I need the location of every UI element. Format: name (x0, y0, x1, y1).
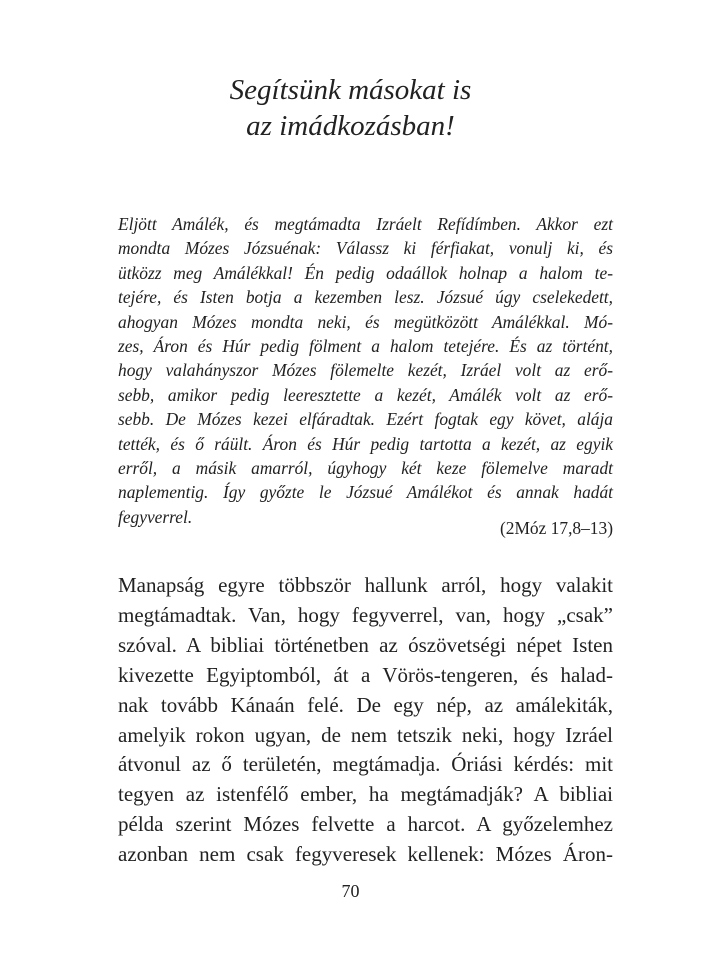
body-line: Manapság egyre többször hallunk arról, hogy valakit (118, 573, 613, 597)
quote-line: zes, Áron és Húr pedig fölment a halom tetejére. És az történt, (118, 336, 613, 357)
body-line: kivezette Egyiptomból, át a Vörös-tengeren, és halad- (118, 662, 613, 687)
quote-line: tették, és ő ráült. Áron és Húr pedig tartotta a kezét, az egyik (118, 433, 613, 454)
quote-line: erről, a másik amarról, úgyhogy két keze fölemelve maradt (118, 458, 613, 479)
quote-line: ahogyan Mózes mondta neki, és megütközött Amálékkal. Mó- (118, 311, 613, 332)
body-line: amelyik rokon ugyan, de nem tetszik neki, hogy Izráel (118, 722, 613, 747)
quote-line: Eljött Amálék, és megtámadta Izráelt Refídímben. Akkor ezt (118, 214, 613, 234)
body-line: azonban nem csak fegyveresek kellenek: Mózes Áron- (118, 842, 613, 867)
chapter-title-line: az imádkozásban! (246, 110, 455, 142)
quote-line: sebb, amikor pedig leeresztette a kezét, Amálék volt az erő- (118, 384, 613, 405)
chapter-title-line: Segítsünk másokat is (229, 74, 472, 106)
body-paragraph (118, 571, 613, 870)
page-number: 70 (341, 881, 360, 901)
body-line: megtámadtak. Van, hogy fegyverrel, van, hogy „csak” (118, 602, 613, 627)
chapter-title (0, 72, 701, 144)
body-line: szóval. A bibliai történetben az ószövetségi népet Isten (118, 632, 613, 657)
quote-line: sebb. De Mózes kezei elfáradtak. Ezért fogtak egy követ, alája (118, 409, 613, 430)
quote-line: ütközz meg Amálékkal! Én pedig odaállok holnap a halom te- (118, 262, 613, 283)
quote-line: hogy valahányszor Mózes fölemelte kezét, Izráel volt az erő- (118, 360, 613, 381)
quote-line: tejére, és Isten botja a kezemben lesz. Józsué úgy cselekedett, (118, 287, 613, 308)
body-line: átvonul az ő területén, megtámadja. Óriási kérdés: mit (118, 752, 613, 777)
body-line: nak tovább Kánaán felé. De egy nép, az amálekiták, (118, 692, 613, 717)
scripture-citation: (2Móz 17,8–13) (499, 518, 613, 538)
quote-line: mondta Mózes Józsuénak: Válassz ki férfiakat, vonulj ki, és (118, 238, 613, 259)
quote-line: naplementig. Így győzte le Józsué Amálékot és annak hadát (118, 482, 613, 503)
scripture-quote (118, 212, 613, 529)
body-line: tegyen az istenfélő ember, ha megtámadják? A bibliai (118, 782, 613, 807)
quote-line: fegyverrel. (118, 506, 193, 527)
body-line: példa szerint Mózes felvette a harcot. A győzelemhez (118, 812, 613, 837)
